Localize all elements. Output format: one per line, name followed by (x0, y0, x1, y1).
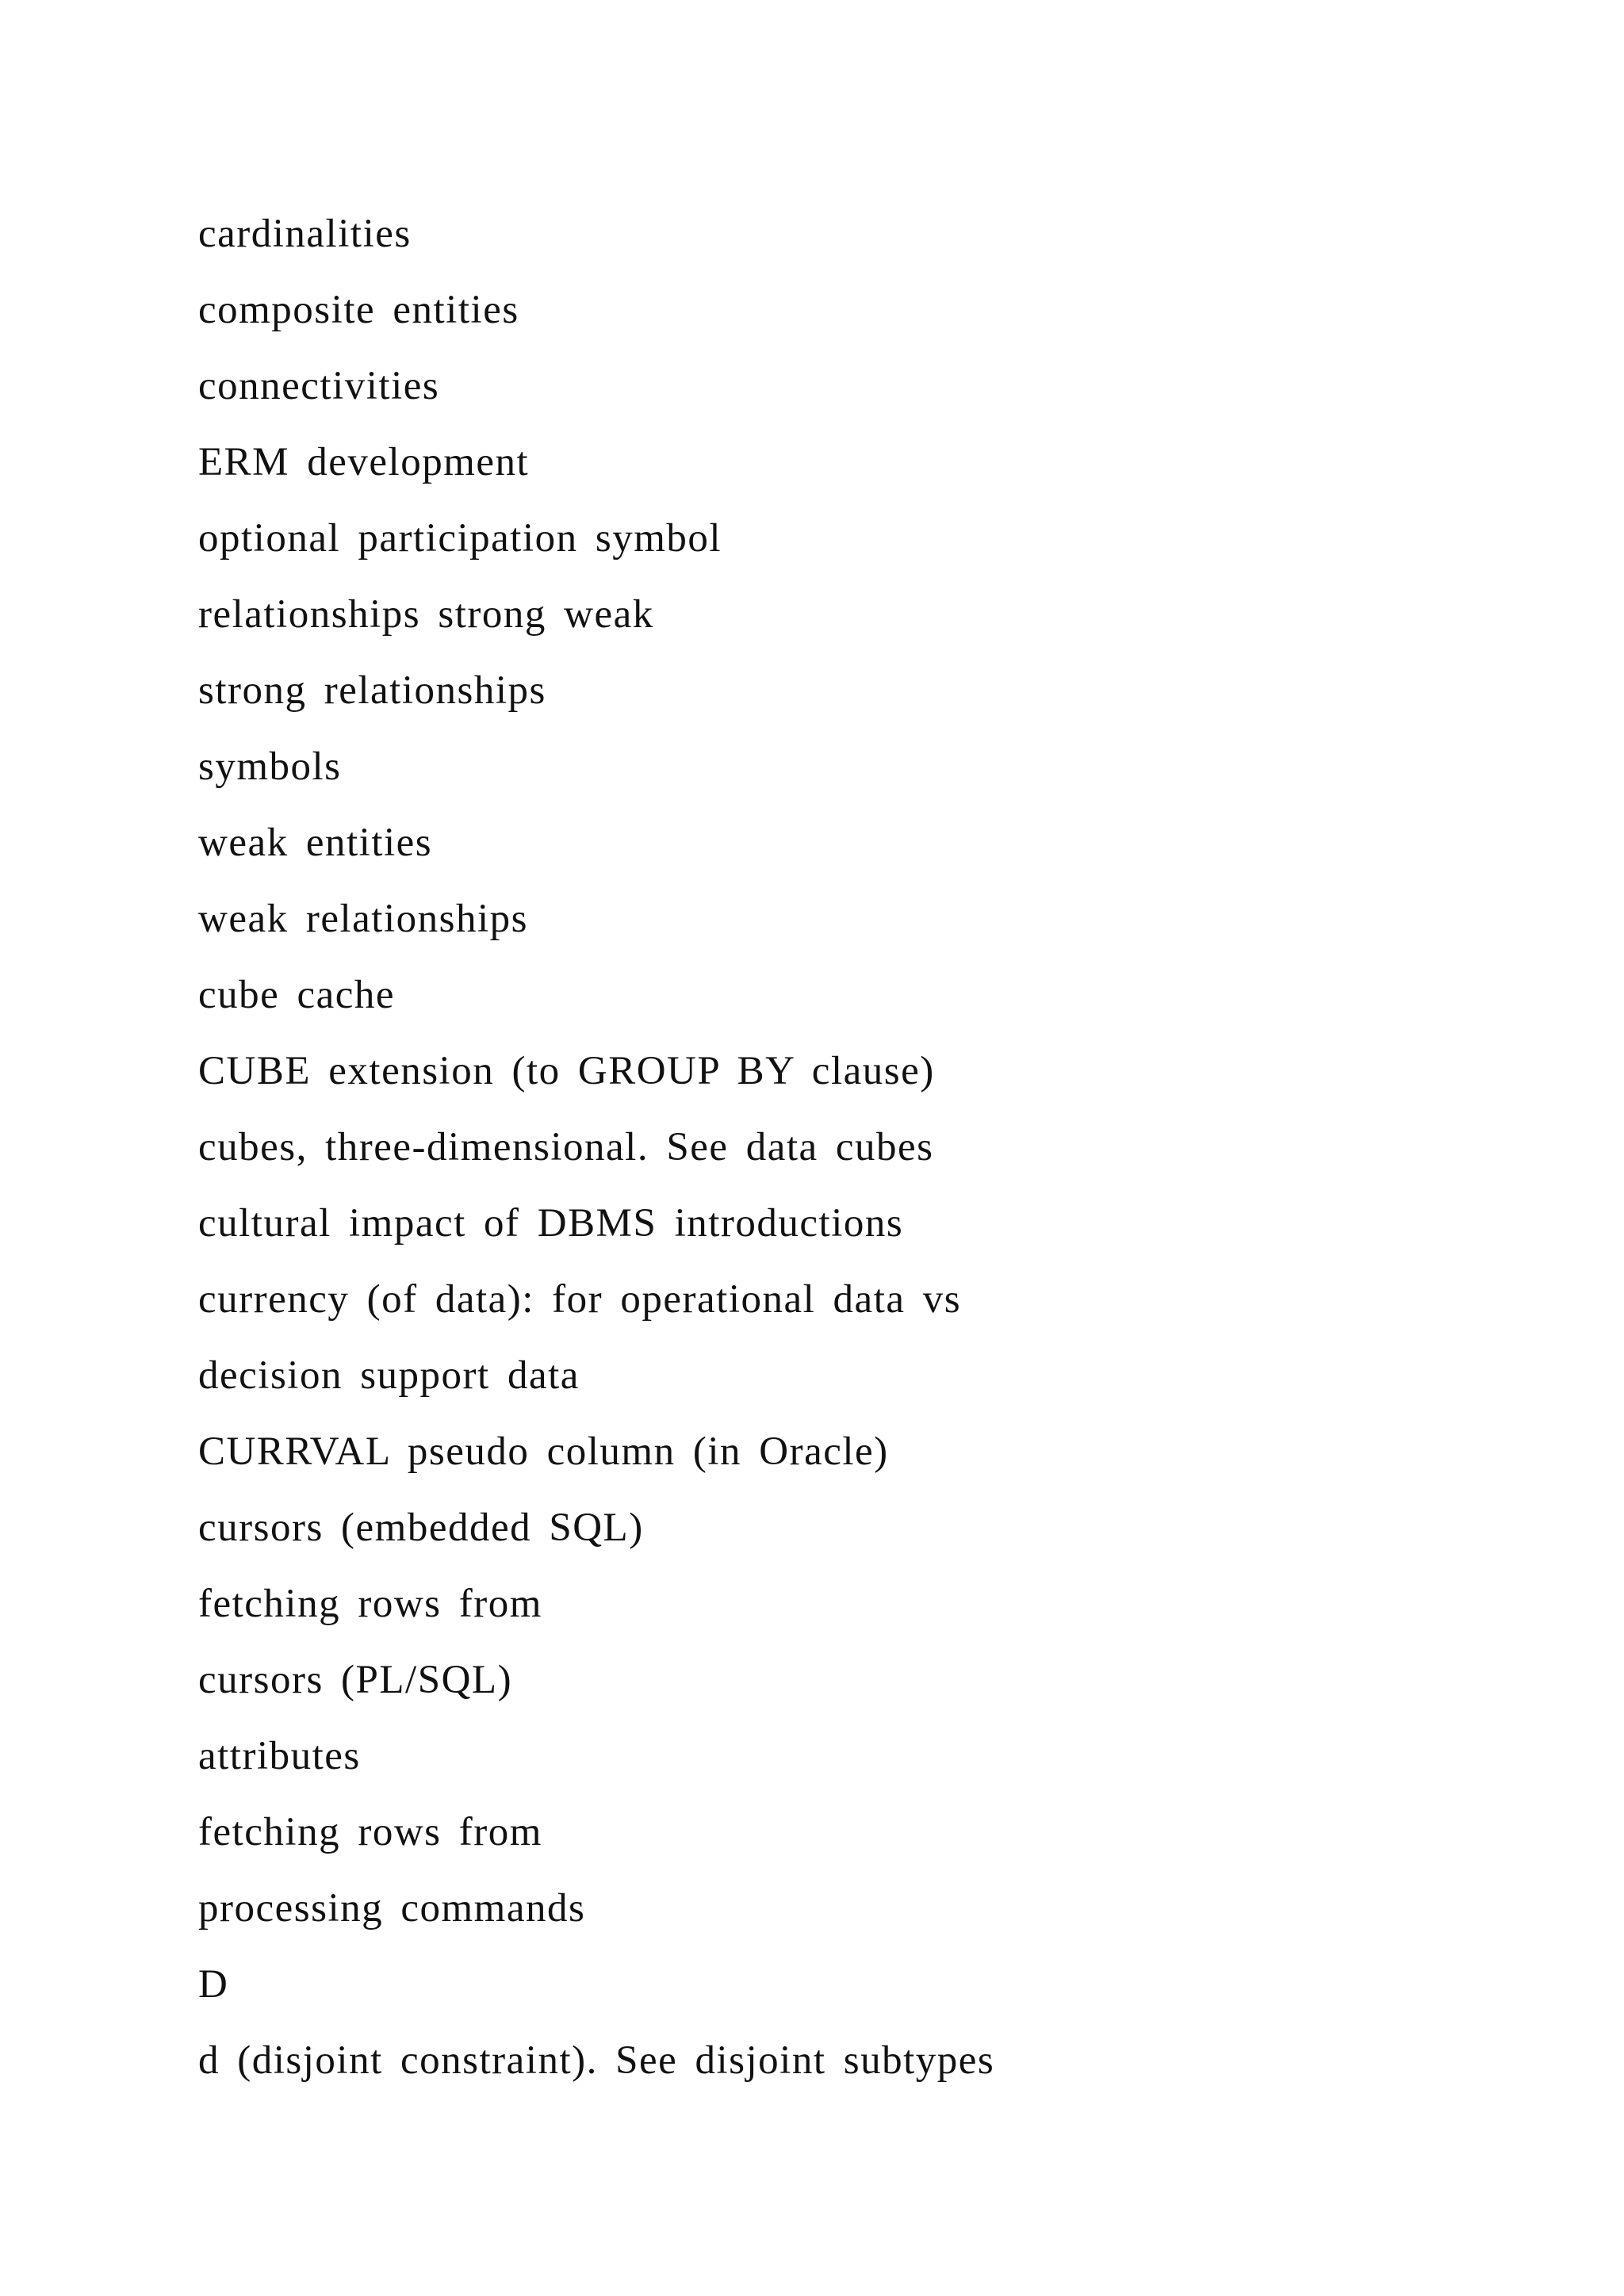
index-entry: symbols (198, 744, 342, 789)
index-entry-list (198, 196, 994, 2099)
index-entry: fetching rows from (198, 1582, 542, 1626)
index-entry: relationships strong weak (198, 592, 654, 637)
index-entry: CURRVAL pseudo column (in Oracle) (198, 1429, 889, 1474)
index-entry: decision support data (198, 1353, 580, 1398)
index-entry: attributes (198, 1734, 361, 1778)
index-entry: cursors (embedded SQL) (198, 1506, 644, 1550)
index-entry: cursors (PL/SQL) (198, 1658, 513, 1702)
index-entry: CUBE extension (to GROUP BY clause) (198, 1049, 935, 1093)
index-entry: cubes, three-dimensional. See data cubes (198, 1125, 934, 1169)
index-letter-heading: D (198, 1962, 229, 2007)
index-entry: weak relationships (198, 897, 528, 941)
index-entry: currency (of data): for operational data vs (198, 1277, 962, 1322)
index-entry: connectivities (198, 364, 440, 408)
index-entry: cultural impact of DBMS introductions (198, 1201, 904, 1246)
index-entry: cube cache (198, 973, 396, 1017)
index-entry: composite entities (198, 288, 519, 332)
index-entry: processing commands (198, 1886, 586, 1931)
index-entry: optional participation symbol (198, 516, 722, 561)
index-entry: ERM development (198, 440, 530, 484)
index-entry: strong relationships (198, 668, 546, 713)
index-entry: weak entities (198, 821, 433, 865)
index-entry: fetching rows from (198, 1810, 542, 1854)
index-entry: cardinalities (198, 212, 412, 256)
index-entry: d (disjoint constraint). See disjoint subtypes (198, 2038, 995, 2083)
